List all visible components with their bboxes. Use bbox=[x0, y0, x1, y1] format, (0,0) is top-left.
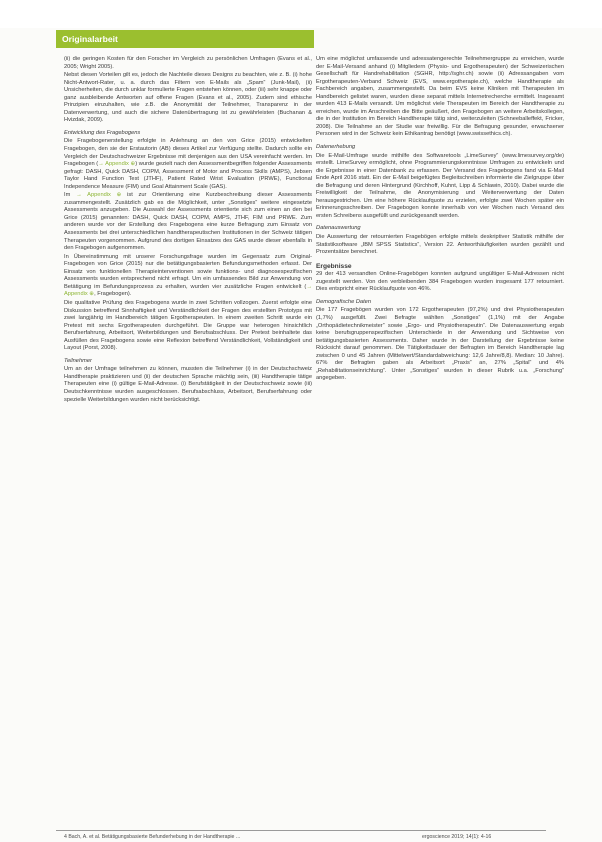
body-paragraph bbox=[64, 254, 312, 299]
subsection-heading: Entwicklung des Fragebogens bbox=[64, 129, 141, 136]
left-column bbox=[64, 56, 312, 405]
body-paragraph: Um an der Umfrage teilnehmen zu können, mussten die Teilnehmer (i) in der Deutschschweiz Handtherapie praktizieren und (ii) der deutschen Sprache mächtig sein, (iii) Handtherapie tätige Therapeuten eine (i) gültige E-Mail-Adresse. (i) Berufstätigkeit in der Deutschschweiz sowie (iii) Deutschkenntnisse wurden ausgeschlossen. Berufsabschluss, Arbeitsort, Berufserfahrung oder spezielle Weiterbildungen wurden nicht berücksichtigt. bbox=[64, 366, 312, 403]
body-paragraph: (ii) die geringen Kosten für den Forscher im Vergleich zu persönlichen Umfragen (Evans et al., 2005; Wright 2005). bbox=[64, 56, 312, 70]
right-column bbox=[316, 56, 564, 384]
paragraph-text: , Fragebogen). bbox=[94, 291, 132, 298]
paragraph-text: Im bbox=[64, 192, 77, 199]
body-paragraph: Die Auswertung der retournierten Fragebögen erfolgte mittels deskriptiver Statistik mithilfe der Statistiksoftware „IBM SPSS Statistics“, Version 22. Antworthäufigkeiten wurden gezählt und Prozentsätze berechnet. bbox=[316, 234, 564, 256]
paragraph-text: Die Fragebogenerstellung erfolgte in Anlehnung an den von Grice (2015) entwickelten Fragebogen, den sie der Erstautorin (AB) dieses Artikel zur Verfügung stellte. Dadurch sollte ein Vergleich der Deutschschweizer Ergebnisse mit denjenigen aus den USA vereinfacht werden. Im Fragebogen ( bbox=[64, 138, 312, 168]
paragraph-text: In Übereinstimmung mit unserer Forschungsfrage wurden im Gegensatz zum Original-Fragebogen von Grice (2015) nur die betätigungsbasierten Befundungsmethoden erfasst. Der Einsatz von funktionellen Therapieinterventionen sowie funktions- und diagnosespezifischen Assessments wurden entsprechend nicht erfragt. Um ein umfassendes Bild zur Anwendung von Betätigung im Befundungsprozess zu erhalten, wurden vier zusätzliche Fragen entwickelt ( bbox=[64, 253, 312, 290]
body-paragraph: Nebst diesen Vorteilen gilt es, jedoch die Nachteile dieses Designs zu beachten, wie z. B. (i) hohe Nicht-Antwort-Rater, u. a. durch das Filtern von E-Mails als „Spam“ (Junk-Mail), (ii) Unsicherheiten, die durch unklar formulierte Fragen entstehen können, oder (iii) sehr knappe oder ganz ausbleibende Antworten auf offene Fragen (Evans et al., 2005). Zudem sind ethische Prinzipien einzuhalten, wie z.B. die Anonymität der Teilnehmer, Transparenz in der Datenverwertung, und auch die sichere Datenübertragung ist zu gewährleisten (Buchanan & Hvizdak, 2009). bbox=[64, 72, 312, 124]
body-paragraph: Die qualitative Prüfung des Fragebogens wurde in zwei Schritten vollzogen. Zuerst erfolgte eine Diskussion betreffend Sinnhaftigkeit und Verständlichkeit der Fragen des erstellten Prototyps mit zwei langjährig im Handbereich tätigen Ergotherapeuten. In einem zweiten Schritt wurde ein Pretest mit sechs Ergotherapeuten durchgeführt. Die Gruppe war heterogen hinsichtlich Berufserfahrung, Arbeitsort, Weiterbildungen und Berufsabschluss. Der Pretest beinhaltete das Ausfüllen des Fragebogens sowie eine Reflexion betreffend Verständlichkeit, Vollständigkeit und Layout (Porst, 2008). bbox=[64, 299, 312, 352]
footer-citation: 4 Bach, A. et al. Betätigungsbasierte Befunderhebung in der Handtherapie ... bbox=[64, 834, 241, 840]
section-heading: Ergebnisse bbox=[316, 262, 352, 270]
body-paragraph: 29 der 413 versandten Online-Fragebögen konnten aufgrund ungültiger E-Mail-Adressen nicht zugestellt werden. Von den verbleibenden 384 Fragebogen wurden insgesamt 177 retourniert. Dies entspricht einer Rücklaufquote von 46%. bbox=[316, 271, 564, 293]
appendix-link[interactable]: → Appendix ⊕ bbox=[64, 283, 312, 298]
appendix-link[interactable]: → Appendix ⊕ bbox=[76, 192, 122, 199]
paragraph-text: ist zur Orientierung eine Kurzbeschreibung dieser Assessments zusammengestellt. Zusätzlich gab es die Möglichkeit, unter „Sonstiges“ weitere eingesetzte Assessments anzugeben. Die Auswahl der Assessments orientierte sich zum einen an den bei Grice (2015) genannten: DASH, Quick DASH, COPM, AMPS, JTHF, FIM und PRWE. Zum anderen wurde vor der Erstellung des Fragebogens eine kurze Befragung zum Einsatz von Assessments bei drei unterschiedlichen handtherapeutischen Institutionen in der Schweiz tätigen Therapeuten vorgenommen. Aufgrund des dortigen Einsatzes des GAS wurde dieser ebenfalls in den Fragebogen aufgenommen. bbox=[64, 192, 313, 252]
paragraph-text: ) wurde gezielt nach den Assessmentbegriffen folgender Assessments gefragt: DASH, Quick DASH, COPM, Assessment of Motor and Process Skills (AMPS), Jebsen Taylor Hand Function Test (JTHF), Patient Rated Wrist Evaluation (PRWE), Functional Independence Measure (FIM) und Goal Attainment Scale (GAS). bbox=[64, 161, 312, 190]
appendix-link[interactable]: → Appendix ⊕ bbox=[98, 161, 136, 168]
subsection-heading: Datenauswertung bbox=[316, 225, 361, 232]
body-paragraph: Die 177 Fragebögen wurden von 172 Ergotherapeuten (97,2%) und drei Physiotherapeuten (1,7%) ausgefüllt. Zwei Befragte wählten „Sonstiges“ (1,1%) mit der Angabe „Orthopädietechnikmeister“ sowie „Ergo- und Physiotherapeutin“. Die Datenauswertung ergab keine berufsgruppenspezifischen Unterschiede in der Anwendung und Sichtweise von betätigungsbasierten Assessments. Daher wurde in der Darstellung der Ergebnisse keine Rücksicht darauf genommen. Die Tätigkeitsdauer der Befragten im Bereich Handtherapie lag zwischen 0 und 45 Jahren (Mittelwert/Standardabweichung: 12,6 Jahre/8,8). Median: 10 Jahre). 67% der Befragten gaben als Arbeitsort „Praxis“ an, 27% „Spital“ und 4% „Rehabilitationseinrichtung“. Unter „Sonstiges“ wurden in dieser Rubrik u.a. „Forschung“ angegeben. bbox=[316, 307, 564, 382]
footer-rule bbox=[56, 830, 546, 831]
body-paragraph bbox=[64, 138, 312, 191]
body-paragraph: Um eine möglichst umfassende und adressatengerechte Teilnehmergruppe zu erreichen, wurde der E-Mail-Versand anhand (i) Mitgliedern (Physio- und Ergotherapeuten) der Schweizerischen Gesellschaft für Handrehabilitation (SGHR, http://sghr.ch) sowie (ii) Adressangaben vom Ergotherapeuten-Verband Schweiz (EVS, www.ergotherapie.ch), welche Handtherapie als Fachbereich angaben, zusammengestellt. Da beim EVS keine Kliniken mit Therapeuten im Handbereich gelistet waren, wurden diese separat mittels Internetrecherche ermittelt. Insgesamt wurden 413 E-Mails versandt. Um möglichst viele Therapeuten im Bereich der Handtherapie zu erreichen, wurde im Anschreiben die Bitte geäußert, den Fragebogen an weitere Arbeitskollegen, die in der Institution im Bereich Handtherapie tätig sind, weiterzuleiten (Schneeballeffekt, Fricker, 2008). Die Teilnahme an der Studie war freiwillig. Für die Befragung gesunder, erwachsener Personen wird in der Schweiz kein Ethikantrag benötigt (www.swissethics.ch). bbox=[316, 56, 564, 138]
body-paragraph: Die E-Mail-Umfrage wurde mithilfe des Softwaretools „LimeSurvey“ (www.limesurvey.org/de) erstellt. LimeSurvey ermöglicht, ohne Programmierungskenntnisse Umfragen zu entwickeln und die Ergebnisse in einer Datenbank zu erfassen. Der Versand des Fragebogens fand via E-Mail Ende April 2016 statt. Ein der E-Mail beigefügtes Begleitschreiben informierte die Zielgruppe über die Befragung und deren Hintergrund (Kirchhoff, Kuhnt, Lipp & Schlawin, 2010). Dabei wurde die Freiwilligkeit der Teilnahme, die Anonymisierung und Weiterverwertung der Daten herausgestrichen. Um eine höhere Rücklaufquote zu erzielen, erfolgte zwei Wochen später ein Erinnerungsschreiben. Der Fragebogen konnte innerhalb von vier Wochen nach Versand des ersten Schreibens ausgefüllt und zurückgesandt werden. bbox=[316, 152, 564, 219]
footer-journal: ergoscience 2019; 14(1): 4-16 bbox=[422, 834, 492, 840]
subsection-heading: Datenerhebung bbox=[316, 144, 356, 151]
subsection-heading: Demografische Daten bbox=[316, 298, 372, 305]
header-band bbox=[0, 0, 602, 28]
section-tag: Originalarbeit bbox=[56, 30, 314, 48]
body-paragraph bbox=[64, 192, 312, 252]
subsection-heading: Teilnehmer bbox=[64, 357, 92, 364]
